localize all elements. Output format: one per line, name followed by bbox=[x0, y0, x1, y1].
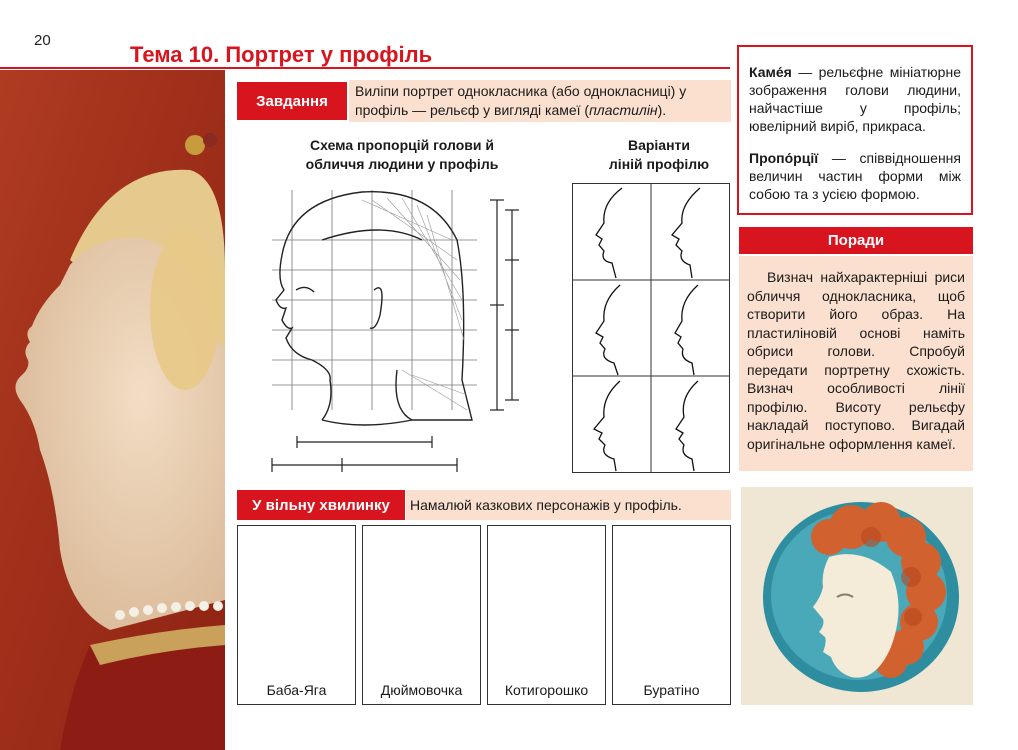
definition-proportions bbox=[749, 149, 961, 203]
scheme-title bbox=[262, 136, 542, 174]
definition-cameo-text: — рельєфне мініатюрне зображення голови людини, найчастіше у профіль; ювелірний виріб, прикраса. bbox=[749, 64, 961, 134]
topic-title: Тема 10. Портрет у профіль bbox=[130, 42, 433, 67]
task-description bbox=[349, 80, 731, 122]
drawing-box-2[interactable] bbox=[362, 525, 481, 705]
task-label: Завдання bbox=[237, 82, 347, 120]
profile-portrait-painting bbox=[0, 70, 225, 750]
definition-proportions-text: — співвідношення величин частин форми між собою та з усією формою. bbox=[749, 150, 961, 202]
drawing-box-caption: Баба-Яга bbox=[266, 682, 327, 698]
task-text-main: Виліпи портрет однокласника (або однокласниці) у профіль — рельєф у вигляді камеї ( bbox=[355, 83, 687, 118]
variants-title-line1: Варіанти bbox=[627, 137, 691, 153]
definitions-box bbox=[737, 45, 973, 215]
title-rule bbox=[0, 67, 730, 69]
term-proportions: Пропо́рції bbox=[749, 150, 819, 166]
variants-title-line2: ліній профілю bbox=[608, 156, 710, 172]
scheme-title-line1: Схема пропорцій голови й bbox=[310, 137, 494, 153]
drawing-box-caption: Котигорошко bbox=[504, 682, 589, 698]
tips-text: Визнач найхарактерніші риси обличчя однокласника, щоб створити його образ. На пластиліновій основі наміть обриси голови. Спробуй передати портретну схожість. Визнач особливості лінії профілю. Висоту рельєфу накладай поступово. Вигадай оригінальне оформлення камеї. bbox=[739, 256, 973, 471]
drawing-box-4[interactable] bbox=[612, 525, 731, 705]
drawing-box-caption: Буратіно bbox=[643, 682, 700, 698]
free-minute-label: У вільну хвилинку bbox=[237, 490, 405, 520]
task-text-end: ). bbox=[657, 102, 667, 118]
definition-cameo bbox=[749, 63, 961, 135]
term-cameo: Каме́я bbox=[749, 64, 792, 80]
variants-title bbox=[584, 136, 734, 174]
tips-heading: Поради bbox=[739, 227, 973, 254]
profile-lines-variants bbox=[572, 183, 730, 473]
cameo-photo bbox=[741, 487, 973, 705]
free-minute-text: Намалюй казкових персонажів у профіль. bbox=[406, 490, 731, 520]
head-proportions-sketch bbox=[262, 180, 532, 480]
scheme-title-line2: обличчя людини у профіль bbox=[305, 156, 499, 172]
task-text-material: пластилін bbox=[589, 102, 658, 118]
drawing-box-3[interactable] bbox=[487, 525, 606, 705]
drawing-box-1[interactable] bbox=[237, 525, 356, 705]
drawing-box-caption: Дюймовочка bbox=[380, 682, 463, 698]
page-number: 20 bbox=[34, 32, 51, 49]
